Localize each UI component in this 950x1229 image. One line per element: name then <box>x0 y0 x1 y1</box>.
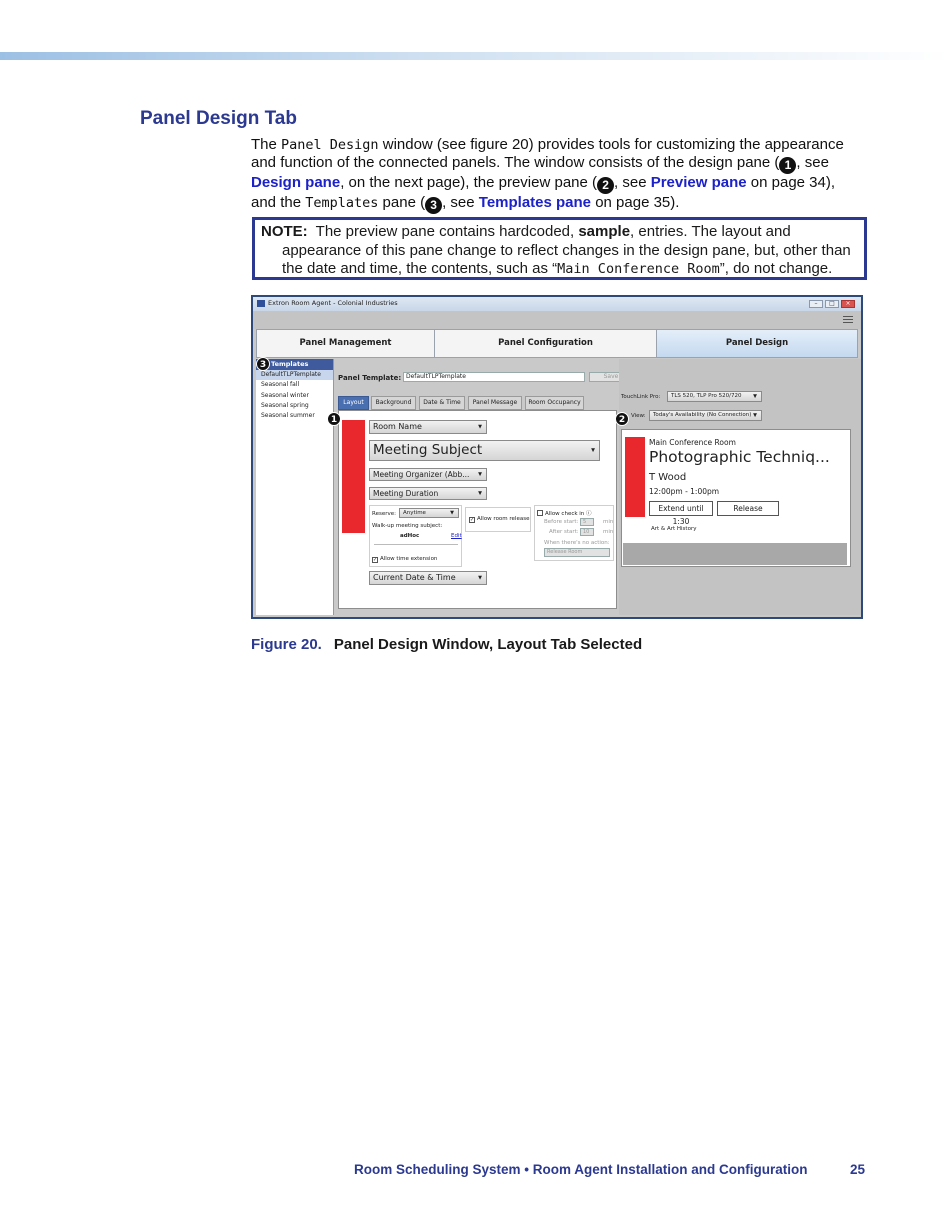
release-button[interactable]: Release <box>717 501 779 516</box>
preview-footer-bar <box>623 543 847 565</box>
allow-time-extension-checkbox[interactable] <box>372 556 437 563</box>
figure-caption <box>251 636 642 653</box>
window-titlebar <box>253 297 861 311</box>
header-gradient-band <box>0 52 950 60</box>
callout-3-icon: 3 <box>256 357 270 371</box>
design-pane-link[interactable]: Design pane <box>251 174 341 192</box>
preview-next-meeting: Art & Art History <box>651 526 697 532</box>
touchlink-label: TouchLink Pro: <box>621 394 661 400</box>
template-item[interactable]: Seasonal fall <box>261 381 300 389</box>
checkbox-label: Allow room release <box>477 516 530 522</box>
templates-pane-link[interactable]: Templates pane <box>478 194 592 212</box>
figure-number: Figure 20. <box>251 636 322 653</box>
template-item[interactable]: Seasonal summer <box>261 412 315 420</box>
min-label: min <box>603 529 614 535</box>
templates-pane <box>256 359 334 615</box>
checkbox-unchecked-icon <box>537 510 543 516</box>
after-start-input[interactable]: 10 <box>580 528 594 536</box>
body-text-part: , see <box>614 174 651 192</box>
subtab-room-occupancy[interactable]: Room Occupancy <box>525 396 584 410</box>
callout-1-icon: 1 <box>327 412 341 426</box>
info-icon: ⓘ <box>586 511 592 517</box>
checkbox-checked-icon: ✓ <box>470 517 475 523</box>
body-text-part: , on the next page), the preview pane ( <box>340 174 598 192</box>
current-date-time-dropdown[interactable] <box>369 571 487 585</box>
chevron-down-icon: ▼ <box>478 424 482 430</box>
body-text-part: , see <box>442 194 479 212</box>
room-name-dropdown[interactable] <box>369 420 487 434</box>
panel-template-label: Panel Template: <box>338 374 402 382</box>
app-icon <box>257 300 265 307</box>
template-item[interactable]: Seasonal spring <box>261 401 309 409</box>
subtab-background[interactable]: Background <box>371 396 416 410</box>
subtab-date-time[interactable]: Date & Time <box>419 396 465 410</box>
divider <box>374 544 458 545</box>
save-button[interactable]: Save <box>589 372 631 382</box>
body-text-part: on page 34), and the <box>251 174 836 212</box>
preview-red-bar <box>625 437 645 517</box>
body-text-part: , see <box>796 154 829 172</box>
dropdown-label: Current Date & Time <box>373 573 456 582</box>
subtab-layout[interactable]: Layout <box>338 396 369 410</box>
body-text-part: on page 35). <box>591 194 680 212</box>
tab-panel-configuration[interactable]: Panel Configuration <box>434 329 657 358</box>
preview-time: 12:00pm - 1:00pm <box>649 487 720 496</box>
body-text-part: pane ( <box>378 194 426 212</box>
intro-paragraph <box>251 136 856 214</box>
note-text: ”, do not change. <box>719 260 833 278</box>
preview-pane-link[interactable]: Preview pane <box>650 174 747 192</box>
tab-panel-design[interactable]: Panel Design <box>656 329 858 358</box>
figure-title: Panel Design Window, Layout Tab Selected <box>333 636 643 653</box>
meeting-duration-dropdown[interactable] <box>369 487 487 500</box>
footer-text: Room Scheduling System • Room Agent Installation and Configuration <box>354 1162 808 1177</box>
section-title: Panel Design Tab <box>140 108 297 129</box>
panel-design-mono: Panel Design <box>281 137 379 153</box>
meeting-subject-dropdown[interactable] <box>369 440 600 461</box>
dropdown-label: Today's Availability (No Connection) <box>653 412 752 418</box>
note-box <box>252 217 867 280</box>
chevron-down-icon: ▼ <box>450 510 454 516</box>
hamburger-menu-icon[interactable] <box>843 316 853 323</box>
no-action-dropdown[interactable]: Release Room <box>544 548 610 557</box>
edit-link[interactable]: Edit <box>451 533 462 539</box>
dropdown-label: Room Name <box>373 422 422 431</box>
before-start-input[interactable]: 5 <box>580 518 594 526</box>
chevron-down-icon: ▼ <box>478 490 482 496</box>
tab-panel-management[interactable]: Panel Management <box>256 329 435 358</box>
before-start-label: Before start: <box>544 519 579 525</box>
dropdown-label: Meeting Subject <box>373 442 483 458</box>
walkup-label: Walk-up meeting subject: <box>372 523 443 529</box>
after-start-label: After start: <box>549 529 579 535</box>
walkup-value: adHoc <box>400 533 420 539</box>
callout-3-icon: 3 <box>425 197 442 214</box>
note-text: , entries. The layout and appearance of this pane change to reflect changes in the design pane, but, other than the date and time, the contents, such as “ <box>282 223 851 278</box>
dropdown-label: Anytime <box>403 510 426 516</box>
panel-design-screenshot <box>251 295 863 619</box>
dropdown-label: TLS 520, TLP Pro 520/720 <box>671 393 742 399</box>
body-text-part: window (see figure 20) provides tools for customizing the appearance and function of the connected panels. The window consists of the design pane ( <box>251 136 844 172</box>
checkbox-label: Allow time extension <box>380 556 438 562</box>
chevron-down-icon: ▼ <box>753 412 757 418</box>
preview-subject: Photographic Techniq... <box>649 448 830 466</box>
view-dropdown[interactable] <box>649 410 762 421</box>
panel-template-input[interactable]: DefaultTLPTemplate <box>403 372 585 382</box>
dropdown-label: Meeting Organizer (Abb... <box>373 470 470 479</box>
note-label: NOTE: <box>261 223 308 240</box>
preview-organizer: T Wood <box>649 472 687 483</box>
red-status-bar <box>342 420 365 533</box>
chevron-down-icon: ▼ <box>591 447 595 453</box>
window-title: Extron Room Agent - Colonial Industries <box>268 299 398 307</box>
templates-header: Templates <box>256 359 333 370</box>
allow-room-release-checkbox[interactable] <box>469 516 529 523</box>
dropdown-label: Meeting Duration <box>373 489 439 498</box>
template-item[interactable]: Seasonal winter <box>261 391 309 399</box>
note-mono: Main Conference Room <box>557 261 720 278</box>
note-text: The preview pane contains hardcoded, <box>315 223 579 240</box>
allow-check-in-checkbox[interactable] <box>537 509 592 517</box>
extend-button[interactable]: Extend until 1:30 <box>649 501 713 516</box>
chevron-down-icon: ▼ <box>753 393 757 399</box>
templates-mono: Templates <box>305 195 379 212</box>
view-label: View: <box>631 413 646 419</box>
callout-2-icon: 2 <box>597 177 614 194</box>
reserve-label: Reserve: <box>372 511 396 517</box>
note-bold-sample: sample <box>578 223 631 240</box>
subtab-panel-message[interactable]: Panel Message <box>468 396 522 410</box>
close-icon[interactable]: × <box>841 300 855 308</box>
maximize-icon[interactable]: □ <box>825 300 839 308</box>
callout-2-icon: 2 <box>615 412 629 426</box>
checkbox-checked-icon: ✓ <box>373 557 378 563</box>
no-action-label: When there's no action: <box>544 540 610 546</box>
touchlink-dropdown[interactable] <box>667 391 762 402</box>
meeting-organizer-dropdown[interactable] <box>369 468 487 481</box>
reserve-dropdown[interactable] <box>399 508 459 518</box>
page-number: 25 <box>850 1162 866 1177</box>
minimize-icon[interactable]: – <box>809 300 823 308</box>
body-text-part: The <box>251 136 282 153</box>
chevron-down-icon: ▼ <box>478 471 482 477</box>
min-label: min <box>603 519 614 525</box>
checkbox-label: Allow check in <box>545 511 585 517</box>
chevron-down-icon: ▼ <box>478 575 482 581</box>
preview-room-name: Main Conference Room <box>649 438 736 447</box>
template-item[interactable]: DefaultTLPTemplate <box>256 370 333 380</box>
callout-1-icon: 1 <box>779 157 796 174</box>
menu-area <box>253 311 861 329</box>
